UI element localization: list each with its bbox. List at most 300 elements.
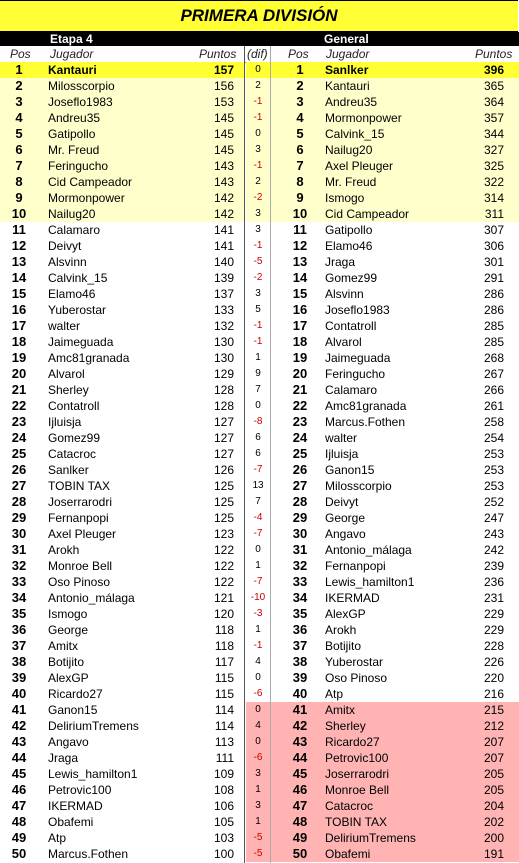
stage-dif: -3 (253, 608, 263, 619)
general-points: 365 (483, 79, 504, 93)
stage-points: 142 (213, 207, 234, 221)
general-pos: 22 (292, 398, 308, 413)
stage-player: Ismogo (48, 607, 88, 621)
stage-points: 125 (213, 479, 234, 493)
general-points: 322 (483, 175, 504, 189)
general-points: 205 (483, 767, 504, 781)
stage-player: Ijluisja (48, 415, 82, 429)
stage-pos: 37 (11, 638, 27, 653)
table-row (0, 622, 519, 638)
general-player: Contatroll (325, 319, 377, 333)
table-row (0, 206, 519, 222)
stage-points: 120 (213, 607, 234, 621)
table-row (0, 542, 519, 558)
stage-dif: -8 (253, 416, 263, 427)
stage-dif: 2 (255, 80, 261, 91)
general-points: 267 (483, 367, 504, 381)
stage-points: 125 (213, 495, 234, 509)
general-pos: 40 (292, 686, 308, 701)
general-player: Sanlker (325, 63, 369, 77)
table-row (0, 846, 519, 862)
col-general-points: Puntos (475, 47, 513, 61)
general-pos: 1 (296, 62, 304, 77)
general-pos: 13 (292, 254, 308, 269)
stage-player: George (48, 623, 89, 637)
general-player: Gatipollo (325, 223, 373, 237)
table-row (0, 286, 519, 302)
stage-points: 133 (213, 303, 234, 317)
stage-pos: 23 (11, 414, 27, 429)
general-player: walter (325, 431, 358, 445)
table-row (0, 446, 519, 462)
stage-dif: -1 (253, 336, 263, 347)
stage-pos: 48 (11, 814, 27, 829)
stage-player: Mr. Freud (48, 143, 100, 157)
general-pos: 19 (292, 350, 308, 365)
stage-pos: 8 (15, 174, 23, 189)
stage-points: 141 (213, 223, 234, 237)
stage-player: Milosscorpio (48, 79, 115, 93)
stage-pos: 41 (11, 702, 27, 717)
general-player: Mormonpower (325, 111, 402, 125)
general-points: 301 (483, 255, 504, 269)
general-points: 344 (483, 127, 504, 141)
table-row (0, 478, 519, 494)
general-points: 253 (483, 479, 504, 493)
general-player: Monroe Bell (325, 783, 390, 797)
general-player: Yuberostar (325, 655, 384, 669)
table-row (0, 798, 519, 814)
general-player: Oso Pinoso (325, 671, 388, 685)
dif-divider (270, 46, 271, 863)
stage-points: 108 (213, 783, 234, 797)
stage-player: Alsvinn (48, 255, 87, 269)
general-pos: 39 (292, 670, 308, 685)
stage-pos: 12 (11, 238, 27, 253)
general-pos: 44 (292, 750, 308, 765)
stage-pos: 40 (11, 686, 27, 701)
general-pos: 34 (292, 590, 308, 605)
general-pos: 26 (292, 462, 308, 477)
stage-points: 145 (213, 111, 234, 125)
stage-points: 100 (213, 847, 234, 861)
stage-points: 103 (213, 831, 234, 845)
general-pos: 29 (292, 510, 308, 525)
stage-dif: 1 (255, 352, 261, 363)
stage-points: 122 (213, 575, 234, 589)
stage-pos: 17 (11, 318, 27, 333)
general-player: Amitx (325, 703, 355, 717)
stage-player: AlexGP (48, 671, 89, 685)
table-row (0, 430, 519, 446)
stage-dif: 1 (255, 784, 261, 795)
stage-points: 128 (213, 383, 234, 397)
table-row (0, 510, 519, 526)
stage-dif: -1 (253, 640, 263, 651)
stage-pos: 6 (15, 142, 23, 157)
stage-pos: 30 (11, 526, 27, 541)
stage-player: Marcus.Fothen (48, 847, 129, 861)
general-player: Mr. Freud (325, 175, 377, 189)
general-player: Nailug20 (325, 143, 373, 157)
general-points: 228 (483, 639, 504, 653)
general-pos: 20 (292, 366, 308, 381)
general-pos: 16 (292, 302, 308, 317)
general-points: 204 (483, 799, 504, 813)
general-player: IKERMAD (325, 591, 380, 605)
table-row (0, 766, 519, 782)
table-row (0, 718, 519, 734)
stage-section-header: Etapa 4 (0, 32, 244, 46)
stage-dif: 0 (255, 128, 261, 139)
stage-dif: -1 (253, 112, 263, 123)
stage-dif: -10 (250, 592, 266, 603)
general-points: 364 (483, 95, 504, 109)
general-pos: 17 (292, 318, 308, 333)
general-points: 307 (483, 223, 504, 237)
stage-dif: 3 (255, 288, 261, 299)
table-row (0, 526, 519, 542)
stage-dif: -5 (253, 832, 263, 843)
stage-pos: 5 (15, 126, 23, 141)
general-points: 226 (483, 655, 504, 669)
general-points: 231 (483, 591, 504, 605)
general-pos: 32 (292, 558, 308, 573)
col-general-pos: Pos (288, 47, 309, 61)
general-pos: 9 (296, 190, 304, 205)
general-points: 314 (483, 191, 504, 205)
stage-player: Gomez99 (48, 431, 101, 445)
general-player: TOBIN TAX (325, 815, 388, 829)
general-points: 247 (483, 511, 504, 525)
general-player: Botijito (325, 639, 362, 653)
stage-pos: 22 (11, 398, 27, 413)
table-row (0, 270, 519, 286)
stage-pos: 45 (11, 766, 27, 781)
general-pos: 31 (292, 542, 308, 557)
stage-points: 129 (213, 367, 234, 381)
stage-player: Amc81granada (48, 351, 130, 365)
stage-points: 115 (214, 687, 234, 701)
stage-pos: 47 (11, 798, 27, 813)
stage-player: Antonio_málaga (48, 591, 135, 605)
stage-player: Oso Pinoso (48, 575, 111, 589)
table-row (0, 142, 519, 158)
column-divider (244, 46, 245, 863)
table-row (0, 94, 519, 110)
general-pos: 50 (292, 846, 308, 861)
stage-player: Petrovic100 (48, 783, 112, 797)
general-points: 306 (483, 239, 504, 253)
stage-player: DeliriumTremens (48, 719, 139, 733)
general-points: 243 (483, 527, 504, 541)
stage-pos: 26 (11, 462, 27, 477)
stage-pos: 4 (15, 110, 23, 125)
stage-pos: 36 (11, 622, 27, 637)
table-row (0, 366, 519, 382)
general-pos: 42 (292, 718, 308, 733)
general-pos: 2 (296, 78, 304, 93)
stage-pos: 49 (11, 830, 27, 845)
stage-dif: 0 (255, 704, 261, 715)
stage-points: 106 (213, 799, 234, 813)
stage-pos: 43 (11, 734, 27, 749)
stage-dif: -1 (253, 96, 263, 107)
general-pos: 38 (292, 654, 308, 669)
stage-points: 137 (213, 287, 234, 301)
stage-dif: 2 (255, 176, 261, 187)
stage-pos: 50 (11, 846, 27, 861)
stage-pos: 20 (11, 366, 27, 381)
stage-player: Calvink_15 (48, 271, 108, 285)
general-player: Elamo46 (325, 239, 373, 253)
stage-pos: 25 (11, 446, 27, 461)
table-row (0, 238, 519, 254)
stage-pos: 32 (11, 558, 27, 573)
stage-dif: 3 (255, 144, 261, 155)
stage-dif: -7 (253, 464, 263, 475)
stage-player: Angavo (48, 735, 89, 749)
stage-points: 126 (213, 463, 234, 477)
general-player: Sherley (325, 719, 366, 733)
stage-player: Amitx (48, 639, 78, 653)
general-pos: 5 (296, 126, 304, 141)
stage-player: Joseflo1983 (48, 95, 113, 109)
general-player: Feringucho (325, 367, 386, 381)
table-row (0, 398, 519, 414)
table-row (0, 174, 519, 190)
stage-pos: 39 (11, 670, 27, 685)
stage-points: 145 (213, 127, 234, 141)
stage-points: 113 (214, 735, 234, 749)
stage-points: 122 (213, 559, 234, 573)
general-pos: 48 (292, 814, 308, 829)
stage-player: Joserrarodri (48, 495, 113, 509)
stage-dif: 0 (255, 544, 261, 555)
stage-pos: 16 (11, 302, 27, 317)
stage-pos: 29 (11, 510, 27, 525)
stage-points: 143 (213, 159, 234, 173)
stage-player: Ganon15 (48, 703, 98, 717)
stage-player: Contatroll (48, 399, 100, 413)
general-points: 212 (483, 719, 504, 733)
general-points: 253 (483, 463, 504, 477)
col-dif: (dif) (247, 47, 268, 61)
stage-dif: -1 (253, 320, 263, 331)
table-row (0, 638, 519, 654)
stage-pos: 33 (11, 574, 27, 589)
stage-points: 111 (215, 751, 234, 765)
general-player: Axel Pleuger (325, 159, 394, 173)
stage-player: Arokh (48, 543, 80, 557)
general-pos: 45 (292, 766, 308, 781)
general-player: AlexGP (325, 607, 366, 621)
table-row (0, 654, 519, 670)
stage-pos: 3 (15, 94, 23, 109)
stage-player: Jraga (48, 751, 79, 765)
stage-points: 109 (213, 767, 234, 781)
general-player: Obafemi (325, 847, 371, 861)
table-row (0, 494, 519, 510)
general-points: 357 (483, 111, 504, 125)
stage-dif: 4 (255, 720, 261, 731)
stage-dif: 6 (255, 432, 261, 443)
stage-pos: 21 (11, 382, 27, 397)
stage-dif: 7 (255, 496, 261, 507)
stage-player: IKERMAD (48, 799, 103, 813)
stage-player: Obafemi (48, 815, 94, 829)
general-player: Fernanpopi (325, 559, 386, 573)
stage-dif: -2 (253, 272, 263, 283)
general-pos: 37 (292, 638, 308, 653)
stage-player: Catacroc (48, 447, 97, 461)
stage-player: Yuberostar (48, 303, 107, 317)
general-pos: 14 (292, 270, 308, 285)
table-row (0, 158, 519, 174)
stage-player: Sherley (48, 383, 89, 397)
table-row (0, 318, 519, 334)
table-row (0, 382, 519, 398)
general-points: 286 (483, 287, 504, 301)
stage-dif: -6 (253, 752, 263, 763)
stage-dif: 1 (255, 816, 261, 827)
stage-points: 105 (213, 815, 234, 829)
stage-pos: 34 (11, 590, 27, 605)
table-row (0, 62, 519, 78)
general-pos: 46 (292, 782, 308, 797)
stage-player: Cid Campeador (48, 175, 133, 189)
stage-points: 118 (214, 623, 234, 637)
general-pos: 8 (296, 174, 304, 189)
general-pos: 18 (292, 334, 308, 349)
stage-player: Calamaro (48, 223, 101, 237)
stage-dif: -5 (253, 848, 263, 859)
column-header-row (0, 46, 519, 63)
general-points: 229 (483, 607, 504, 621)
stage-points: 118 (214, 639, 234, 653)
general-player: Lewis_hamilton1 (325, 575, 415, 589)
stage-dif: -1 (253, 240, 263, 251)
stage-dif: 3 (255, 768, 261, 779)
general-points: 215 (483, 703, 504, 717)
table-row (0, 190, 519, 206)
stage-pos: 38 (11, 654, 27, 669)
stage-dif: -5 (253, 256, 263, 267)
col-pos: Pos (10, 47, 31, 61)
stage-points: 127 (213, 431, 234, 445)
stage-player: Nailug20 (48, 207, 96, 221)
table-row (0, 302, 519, 318)
stage-pos: 18 (11, 334, 27, 349)
general-player: Antonio_málaga (325, 543, 412, 557)
general-pos: 28 (292, 494, 308, 509)
stage-player: walter (48, 319, 81, 333)
general-pos: 10 (292, 206, 308, 221)
stage-pos: 31 (11, 542, 27, 557)
stage-dif: 3 (255, 224, 261, 235)
stage-pos: 28 (11, 494, 27, 509)
stage-points: 127 (213, 415, 234, 429)
general-pos: 25 (292, 446, 308, 461)
stage-points: 128 (213, 399, 234, 413)
stage-player: Andreu35 (48, 111, 101, 125)
general-points: 285 (483, 319, 504, 333)
stage-player: Botijito (48, 655, 85, 669)
general-player: Catacroc (325, 799, 374, 813)
general-points: 325 (483, 159, 504, 173)
table-row (0, 414, 519, 430)
table-row (0, 686, 519, 702)
general-player: Marcus.Fothen (325, 415, 406, 429)
general-player: Ismogo (325, 191, 365, 205)
stage-pos: 1 (15, 62, 23, 77)
general-pos: 21 (292, 382, 308, 397)
table-row (0, 670, 519, 686)
stage-dif: 5 (255, 304, 261, 315)
stage-player: Mormonpower (48, 191, 125, 205)
stage-points: 141 (213, 239, 234, 253)
table-row (0, 702, 519, 718)
general-player: Amc81granada (325, 399, 407, 413)
stage-dif: -7 (253, 528, 263, 539)
stage-player: Kantauri (48, 63, 97, 77)
stage-pos: 27 (11, 478, 27, 493)
table-row (0, 126, 519, 142)
general-player: Joseflo1983 (325, 303, 390, 317)
general-player: Alsvinn (325, 287, 364, 301)
stage-pos: 14 (11, 270, 27, 285)
general-pos: 33 (292, 574, 308, 589)
stage-points: 127 (213, 447, 234, 461)
stage-dif: 13 (252, 480, 264, 491)
general-points: 327 (483, 143, 504, 157)
stage-dif: 0 (255, 736, 261, 747)
general-points: 291 (483, 271, 504, 285)
stage-player: TOBIN TAX (48, 479, 111, 493)
general-points: 202 (483, 815, 504, 829)
stage-player: Elamo46 (48, 287, 96, 301)
general-points: 207 (483, 751, 504, 765)
stage-dif: 6 (255, 448, 261, 459)
stage-pos: 11 (12, 222, 26, 237)
general-player: Jraga (325, 255, 356, 269)
general-pos: 35 (292, 606, 308, 621)
general-points: 266 (483, 383, 504, 397)
stage-player: Alvarol (48, 367, 85, 381)
general-player: Atp (325, 687, 344, 701)
stage-points: 153 (213, 95, 234, 109)
general-points: 216 (483, 687, 504, 701)
table-row (0, 334, 519, 350)
stage-points: 139 (213, 271, 234, 285)
general-player: Ganon15 (325, 463, 375, 477)
general-player: Gomez99 (325, 271, 378, 285)
stage-dif: 0 (255, 64, 261, 75)
stage-dif: -1 (253, 160, 263, 171)
general-points: 254 (483, 431, 504, 445)
stage-player: Ricardo27 (48, 687, 103, 701)
stage-points: 143 (213, 175, 234, 189)
general-pos: 3 (296, 94, 304, 109)
stage-pos: 10 (11, 206, 27, 221)
table-row (0, 606, 519, 622)
table-row (0, 350, 519, 366)
general-points: 239 (483, 559, 504, 573)
stage-pos: 13 (11, 254, 27, 269)
table-row (0, 110, 519, 126)
general-pos: 6 (296, 142, 304, 157)
general-pos: 4 (296, 110, 304, 125)
